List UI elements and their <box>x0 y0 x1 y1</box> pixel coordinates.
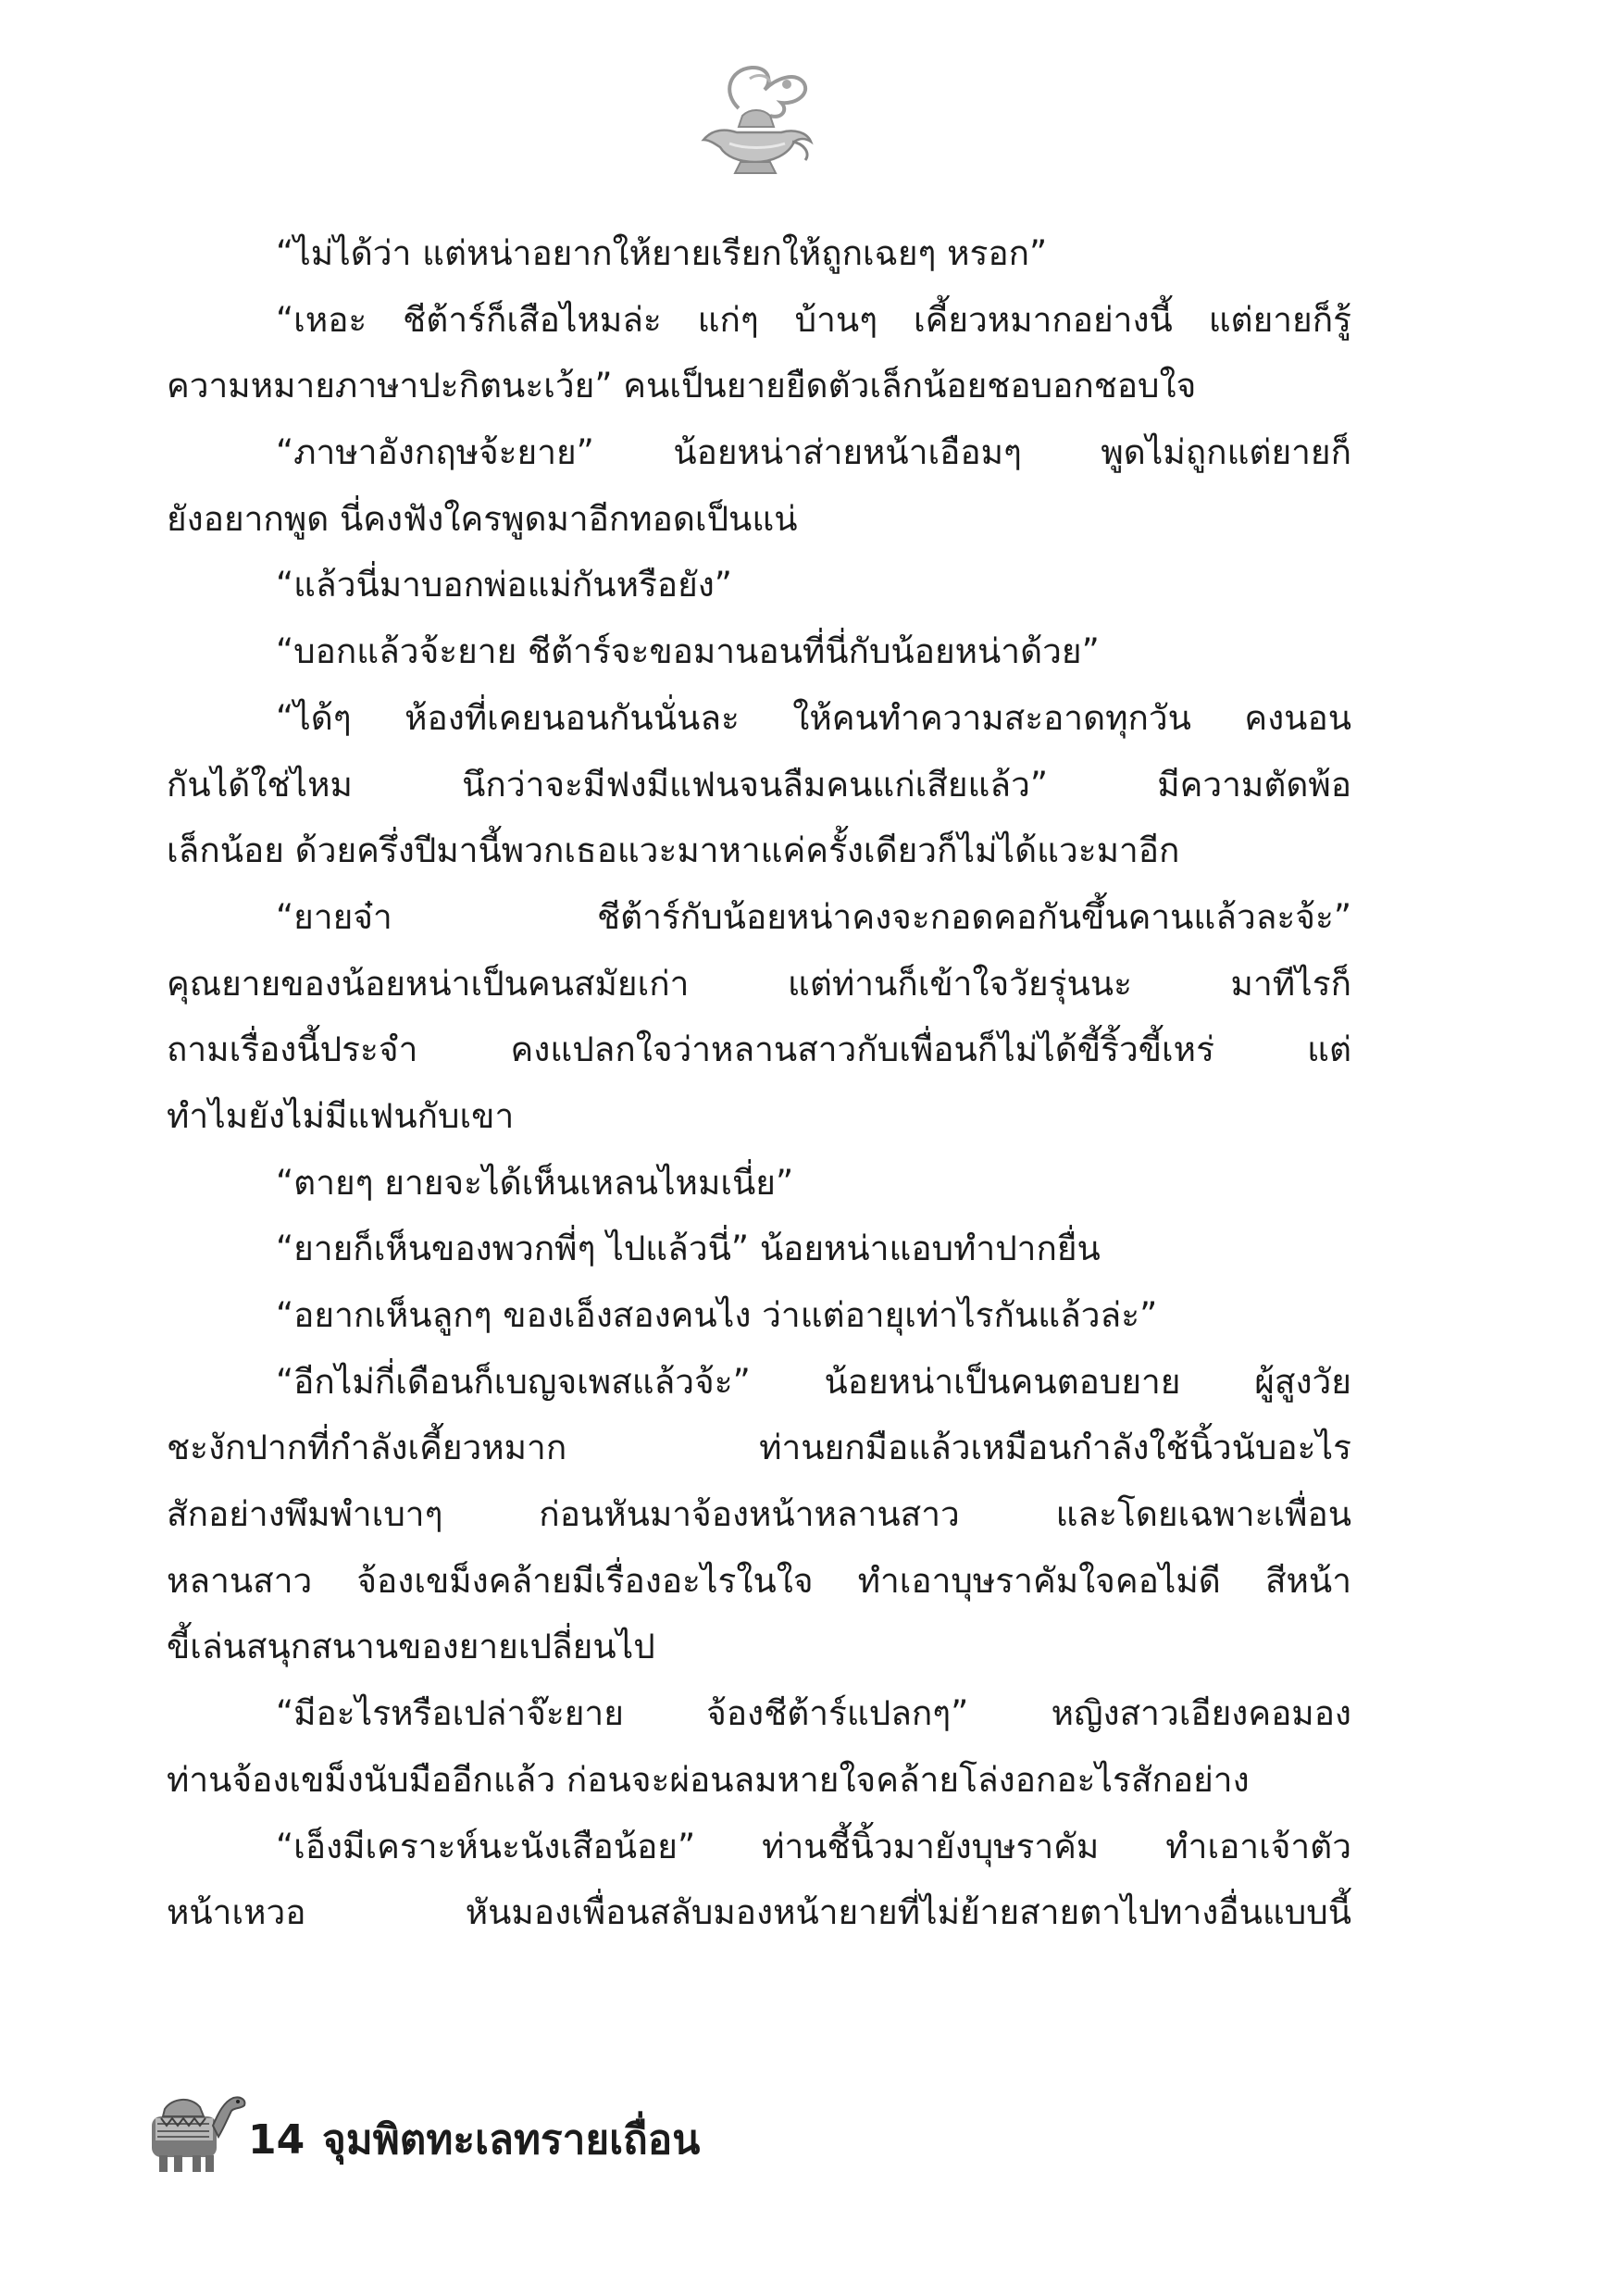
text-line: “เหอะ ชีต้าร์ก็เสือไหมล่ะ แก่ๆ บ้านๆ เคี้ยวหมากอย่างนี้ แต่ยายก็รู้ <box>276 299 1351 340</box>
text-line: “อีกไม่กี่เดือนก็เบญจเพสแล้วจ้ะ” น้อยหน่าเป็นคนตอบยาย ผู้สูงวัย <box>276 1361 1351 1402</box>
text-line: ความหมายภาษาปะกิตนะเว้ย” คนเป็นยายยืดตัวเล็กน้อยชอบอกชอบใจ <box>167 366 1197 406</box>
text-line: สักอย่างพึมพำเบาๆ ก่อนหันมาจ้องหน้าหลานสาว และโดยเฉพาะเพื่อน <box>167 1494 1351 1535</box>
text-line: ทำไมยังไม่มีแฟนกับเขา <box>167 1095 515 1136</box>
text-line: “มีอะไรหรือเปล่าจ๊ะยาย จ้องชีต้าร์แปลกๆ” หญิงสาวเอียงคอมอง <box>276 1693 1351 1734</box>
text-line: “ยายก็เห็นของพวกพี่ๆ ไปแล้วนี่” น้อยหน่าแอบทำปากยื่น <box>276 1229 1101 1269</box>
text-line: “ไม่ได้ว่า แต่หน่าอยากให้ยายเรียกให้ถูกเฉยๆ หรอก” <box>276 233 1048 273</box>
genie-lamp-icon <box>685 51 824 185</box>
text-line: ชะงักปากที่กำลังเคี้ยวหมาก ท่านยกมือแล้วเหมือนกำลังใช้นิ้วนับอะไร <box>167 1428 1351 1468</box>
text-line: ขี้เล่นสนุกสนานของยายเปลี่ยนไป <box>167 1627 655 1667</box>
text-line: ยังอยากพูด นี่คงฟังใครพูดมาอีกทอดเป็นแน่ <box>167 498 798 539</box>
text-line: กันได้ใช่ไหม นึกว่าจะมีฟงมีแฟนจนลืมคนแก่เสียแล้ว” มีความตัดพ้อ <box>167 764 1351 805</box>
text-line: “เอ็งมีเคราะห์นะนังเสือน้อย” ท่านชี้นิ้วมายังบุษราคัม ทำเอาเจ้าตัว <box>276 1826 1351 1866</box>
text-line: หลานสาว จ้องเขม็งคล้ายมีเรื่องอะไรในใจ ทำเอาบุษราคัมใจคอไม่ดี สีหน้า <box>167 1560 1351 1601</box>
page-number: 14 <box>248 2116 305 2164</box>
genie-lamp-graphic <box>685 51 824 185</box>
camel-graphic <box>148 2085 250 2174</box>
book-title: จุมพิตทะเลทรายเถื่อน <box>322 2116 701 2164</box>
text-line: คุณยายของน้อยหน่าเป็นคนสมัยเก่า แต่ท่านก็เข้าใจวัยรุ่นนะ มาทีไรก็ <box>167 963 1351 1004</box>
camel-icon <box>148 2085 250 2174</box>
body-text <box>167 220 1351 1946</box>
text-line: หน้าเหวอ หันมองเพื่อนสลับมองหน้ายายที่ไม่ย้ายสายตาไปทางอื่นแบบนี้ <box>167 1892 1351 1933</box>
text-line: “ตายๆ ยายจะได้เห็นเหลนไหมเนี่ย” <box>276 1162 794 1203</box>
text-line: ท่านจ้องเขม็งนับมืออีกแล้ว ก่อนจะผ่อนลมหายใจคล้ายโล่งอกอะไรสักอย่าง <box>167 1759 1250 1800</box>
text-line: “อยากเห็นลูกๆ ของเอ็งสองคนไง ว่าแต่อายุเท่าไรกันแล้วล่ะ” <box>276 1295 1158 1335</box>
page-footer <box>148 2085 796 2174</box>
text-line: “แล้วนี่มาบอกพ่อแม่กันหรือยัง” <box>276 565 732 605</box>
text-line: “ภาษาอังกฤษจ้ะยาย” น้อยหน่าส่ายหน้าเอือมๆ พูดไม่ถูกแต่ยายก็ <box>276 432 1351 473</box>
text-line: เล็กน้อย ด้วยครึ่งปีมานี้พวกเธอแวะมาหาแค่ครั้งเดียวก็ไม่ได้แวะมาอีก <box>167 830 1180 871</box>
text-line: ถามเรื่องนี้ประจำ คงแปลกใจว่าหลานสาวกับเพื่อนก็ไม่ได้ขี้ริ้วขี้เหร่ แต่ <box>167 1029 1351 1070</box>
text-line: “บอกแล้วจ้ะยาย ชีต้าร์จะขอมานอนที่นี่กับน้อยหน่าด้วย” <box>276 631 1100 672</box>
text-line: “ยายจ๋า ชีต้าร์กับน้อยหน่าคงจะกอดคอกันขึ้นคานแล้วละจ้ะ” <box>276 896 1351 937</box>
text-line: “ได้ๆ ห้องที่เคยนอนกันนั่นละ ให้คนทำความสะอาดทุกวัน คงนอน <box>276 697 1351 738</box>
